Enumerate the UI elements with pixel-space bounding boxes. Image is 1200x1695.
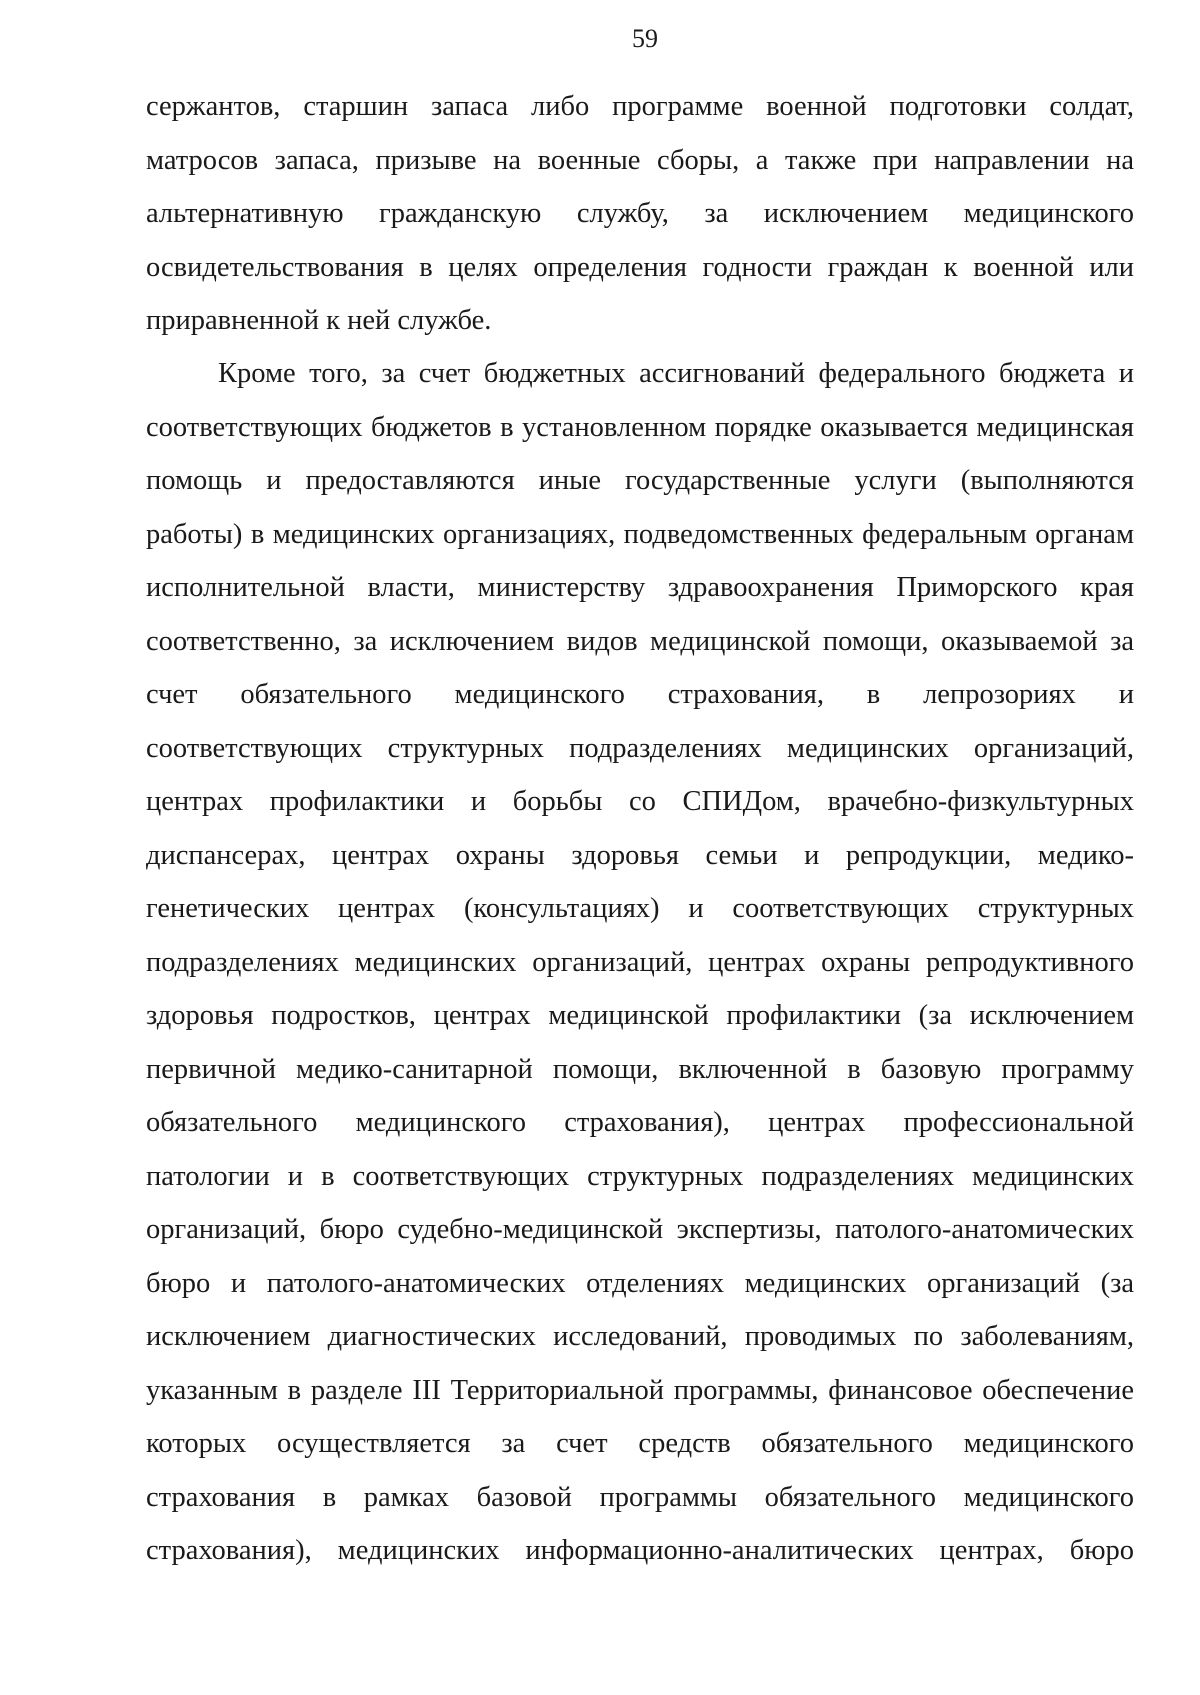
text-line: здоровья подростков, центрах медицинской профилактики (за исключением: [146, 1000, 1134, 1031]
page-number: 59: [632, 24, 658, 53]
text-line: Кроме того, за счет бюджетных ассигнований федерального бюджета и: [218, 358, 1134, 389]
text-line: диспансерах, центрах охраны здоровья семьи и репродукции, медико-: [146, 839, 1134, 871]
text-line: сержантов, старшин запаса либо программе военной подготовки солдат,: [146, 91, 1134, 122]
text-line: указанным в разделе III Территориальной программы, финансовое обеспечение: [146, 1374, 1134, 1406]
text-line: патологии и в соответствующих структурных подразделениях медицинских: [146, 1160, 1134, 1192]
paragraph-2: [146, 347, 1134, 1578]
text-line: соответствующих структурных подразделениях медицинских организаций,: [146, 732, 1134, 764]
text-line: приравненной к ней службе.: [146, 305, 492, 336]
text-line: матросов запаса, призыве на военные сборы, а также при направлении на: [146, 144, 1134, 176]
text-line: страхования), медицинских информационно-аналитических центрах, бюро: [146, 1535, 1134, 1566]
text-line: первичной медико-санитарной помощи, включенной в базовую программу: [146, 1053, 1134, 1085]
text-line: центрах профилактики и борьбы со СПИДом, врачебно-физкультурных: [146, 786, 1134, 817]
text-line: работы) в медицинских организациях, подведомственных федеральным органам: [146, 518, 1134, 550]
paragraph-1: [146, 80, 1134, 348]
text-line: организаций, бюро судебно-медицинской экспертизы, патолого-анатомических: [146, 1214, 1134, 1245]
text-line: счет обязательного медицинского страхования, в лепрозориях и: [146, 679, 1134, 710]
text-line: соответствующих бюджетов в установленном порядке оказывается медицинская: [146, 411, 1134, 443]
text-line: обязательного медицинского страхования), центрах профессиональной: [146, 1107, 1134, 1138]
text-line: страхования в рамках базовой программы обязательного медицинского: [146, 1481, 1134, 1513]
text-line: помощь и предоставляются иные государственные услуги (выполняются: [146, 465, 1134, 496]
text-line: генетических центрах (консультациях) и соответствующих структурных: [146, 893, 1134, 924]
text-line: исключением диагностических исследований, проводимых по заболеваниям,: [146, 1321, 1134, 1352]
text-line: освидетельствования в целях определения годности граждан к военной или: [146, 251, 1134, 283]
text-line: которых осуществляется за счет средств обязательного медицинского: [146, 1428, 1134, 1459]
text-line: подразделениях медицинских организаций, центрах охраны репродуктивного: [146, 946, 1134, 978]
text-line: альтернативную гражданскую службу, за исключением медицинского: [146, 198, 1134, 229]
text-line: исполнительной власти, министерству здравоохранения Приморского края: [146, 572, 1134, 603]
text-line: бюро и патолого-анатомических отделениях медицинских организаций (за: [146, 1267, 1134, 1299]
text-line: соответственно, за исключением видов медицинской помощи, оказываемой за: [146, 625, 1134, 657]
